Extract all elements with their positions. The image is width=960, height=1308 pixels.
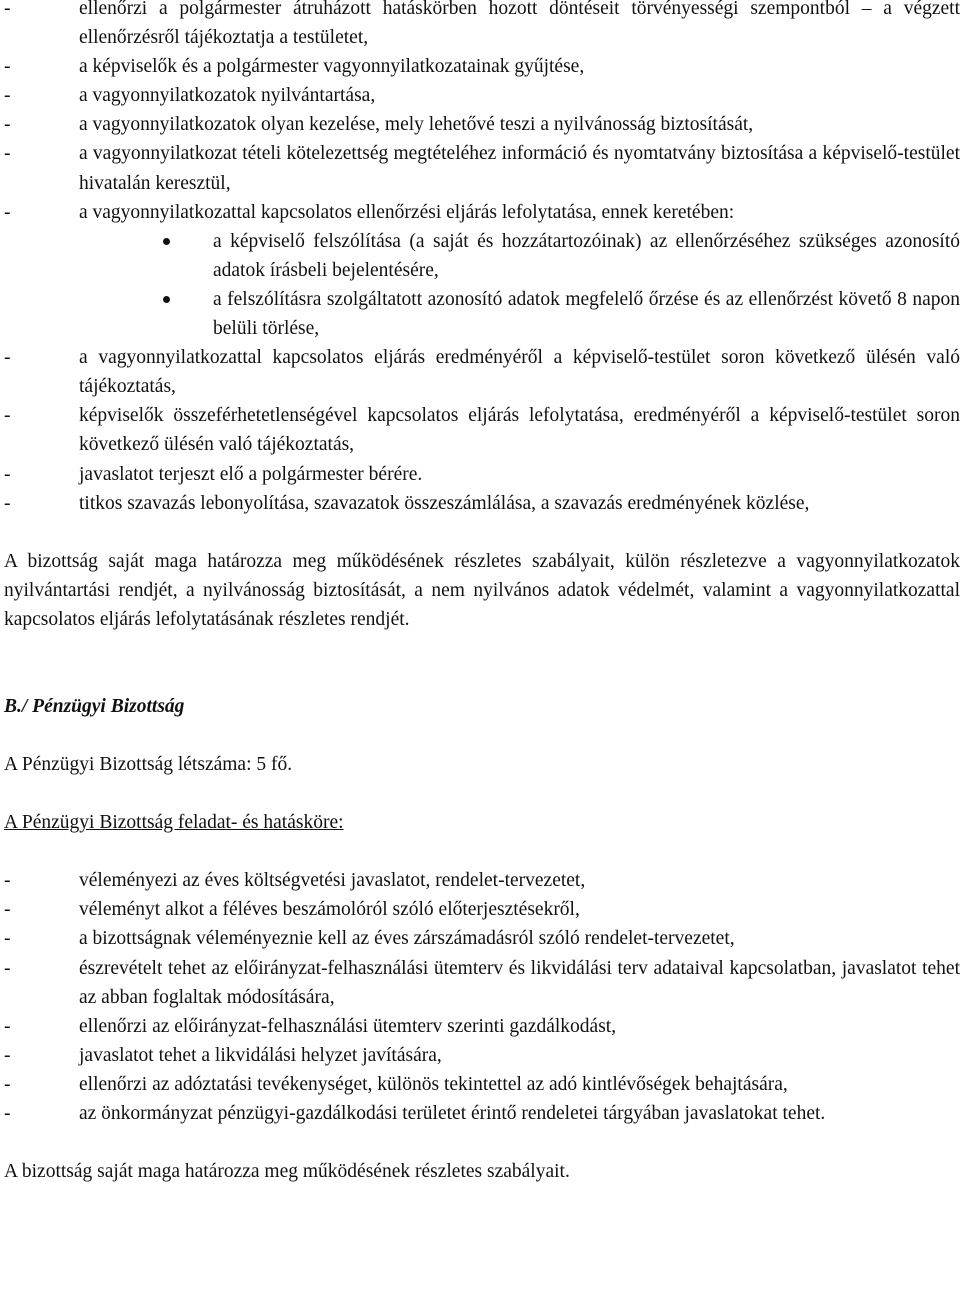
dash-marker: - xyxy=(4,1044,11,1066)
list-item-text: ellenőrzi az adóztatási tevékenységet, különös tekintettel az adó kintlévőségek behajtására, xyxy=(79,1073,788,1095)
bullet-dot xyxy=(163,238,170,245)
list-item-text: a vagyonnyilatkozattal kapcsolatos eljárás eredményéről a képviselő-testület soron következő ülésén való tájékoztatás, xyxy=(79,347,960,398)
list-item xyxy=(0,1070,960,1099)
list-item xyxy=(0,52,960,81)
list-item xyxy=(0,1041,960,1070)
list-item xyxy=(0,489,960,518)
dash-marker: - xyxy=(4,405,11,427)
dash-marker: - xyxy=(4,899,11,921)
list-item xyxy=(0,343,960,401)
list-item-text: ellenőrzi a polgármester átruházott hatáskörben hozott döntéseit törvényességi szempontból – a végzett ellenőrzésről tájékoztatja a testületet, xyxy=(79,0,960,49)
dash-marker: - xyxy=(4,114,11,136)
list-item xyxy=(0,924,960,953)
dash-marker: - xyxy=(4,463,11,485)
section-heading: B./ Pénzügyi Bizottság xyxy=(4,695,185,717)
list-item-text: véleményezi az éves költségvetési javaslatot, rendelet-tervezetet, xyxy=(79,870,586,892)
list-item xyxy=(0,1012,960,1041)
bullet-item xyxy=(0,285,960,343)
list-item xyxy=(0,81,960,110)
dash-marker: - xyxy=(4,957,11,979)
list-item-text: a vagyonnyilatkozatok nyilvántartása, xyxy=(79,85,376,107)
headcount-line: A Pénzügyi Bizottság létszáma: 5 fő. xyxy=(4,754,293,776)
list-item xyxy=(0,895,960,924)
list-item-text: az önkormányzat pénzügyi-gazdálkodási területet érintő rendeletei tárgyában javaslatokat tehet. xyxy=(79,1103,826,1124)
list-item-text: véleményt alkot a féléves beszámolóról szóló előterjesztésekről, xyxy=(79,899,580,921)
list-item xyxy=(0,460,960,489)
dash-marker: - xyxy=(4,1073,11,1095)
list-item-text: javaslatot tehet a likvidálási helyzet javítására, xyxy=(79,1044,442,1066)
rules-paragraph: A bizottság saját maga határozza meg működésének részletes szabályait, külön részletezve a vagyonnyilatkozatok nyilvántartási rendjét, a nyilvánosság biztosítását, a nem nyilvános adatok védelmét, valamint a vagyonnyilatkozattal kapcsolatos eljárás lefolytatásának részletes rendjét. xyxy=(4,550,960,630)
list-item xyxy=(0,110,960,139)
list-item-text: a bizottságnak véleményeznie kell az éves zárszámadásról szóló rendelet-tervezetet, xyxy=(79,928,735,950)
list-item-text: titkos szavazás lebonyolítása, szavazatok összeszámlálása, a szavazás eredményének közlése, xyxy=(79,492,810,514)
list-item-text: javaslatot terjeszt elő a polgármester bérére. xyxy=(79,463,423,485)
list-item xyxy=(0,198,960,227)
dash-marker: - xyxy=(4,56,11,78)
dash-marker: - xyxy=(4,928,11,950)
list-item-text: a vagyonnyilatkozattal kapcsolatos ellenőrzési eljárás lefolytatása, ennek keretében: xyxy=(79,201,735,223)
bullet-item-text: a képviselő felszólítása (a saját és hozzátartozóinak) az ellenőrzéséhez szükséges azonosító adatok írásbeli bejelentésére, xyxy=(213,230,960,281)
finance-duties-list xyxy=(0,866,960,1128)
list-item-text: a vagyonnyilatkozat tételi kötelezettség megtételéhez információ és nyomtatvány biztosítása a képviselő-testület hivatalán keresztül, xyxy=(79,143,960,194)
list-item-text: észrevételt tehet az előirányzat-felhasználási ütemterv és likvidálási terv adataival kapcsolatban, javaslatot tehet az abban foglaltak módosítására, xyxy=(79,957,960,1008)
dash-marker: - xyxy=(4,347,11,369)
bullet-item-text: a felszólításra szolgáltatott azonosító adatok megfelelő őrzése és az ellenőrzést követő 8 napon belüli törlése, xyxy=(213,288,960,340)
list-item-text: képviselők összeférhetetlenségével kapcsolatos eljárás lefolytatása, eredményéről a képviselő-testület soron következő ülésén való tájékoztatás, xyxy=(79,405,960,456)
dash-marker: - xyxy=(4,0,11,19)
dash-marker: - xyxy=(4,143,11,165)
dash-marker: - xyxy=(4,1015,11,1037)
bullet-item xyxy=(0,227,960,285)
dash-marker: - xyxy=(4,201,11,223)
dash-marker: - xyxy=(4,85,11,107)
list-item xyxy=(0,139,960,197)
list-item xyxy=(0,401,960,459)
list-item-text: a képviselők és a polgármester vagyonnyilatkozatainak gyűjtése, xyxy=(79,56,585,78)
bullet-dot xyxy=(163,296,170,303)
closing-paragraph: A bizottság saját maga határozza meg működésének részletes szabályait. xyxy=(4,1161,570,1183)
dash-marker: - xyxy=(4,492,11,514)
list-item xyxy=(0,1099,960,1128)
list-item xyxy=(0,866,960,895)
duties-heading: A Pénzügyi Bizottság feladat- és hatásköre: xyxy=(4,812,344,834)
list-item-text: ellenőrzi az előirányzat-felhasználási ütemterv szerinti gazdálkodást, xyxy=(79,1015,617,1037)
list-item-text: a vagyonnyilatkozatok olyan kezelése, mely lehetővé teszi a nyilvánosság biztosítását, xyxy=(79,114,754,136)
list-item xyxy=(0,954,960,1012)
dash-marker: - xyxy=(4,870,11,892)
committee-duties-list xyxy=(0,0,960,518)
dash-marker: - xyxy=(4,1103,11,1124)
list-item xyxy=(0,0,960,52)
